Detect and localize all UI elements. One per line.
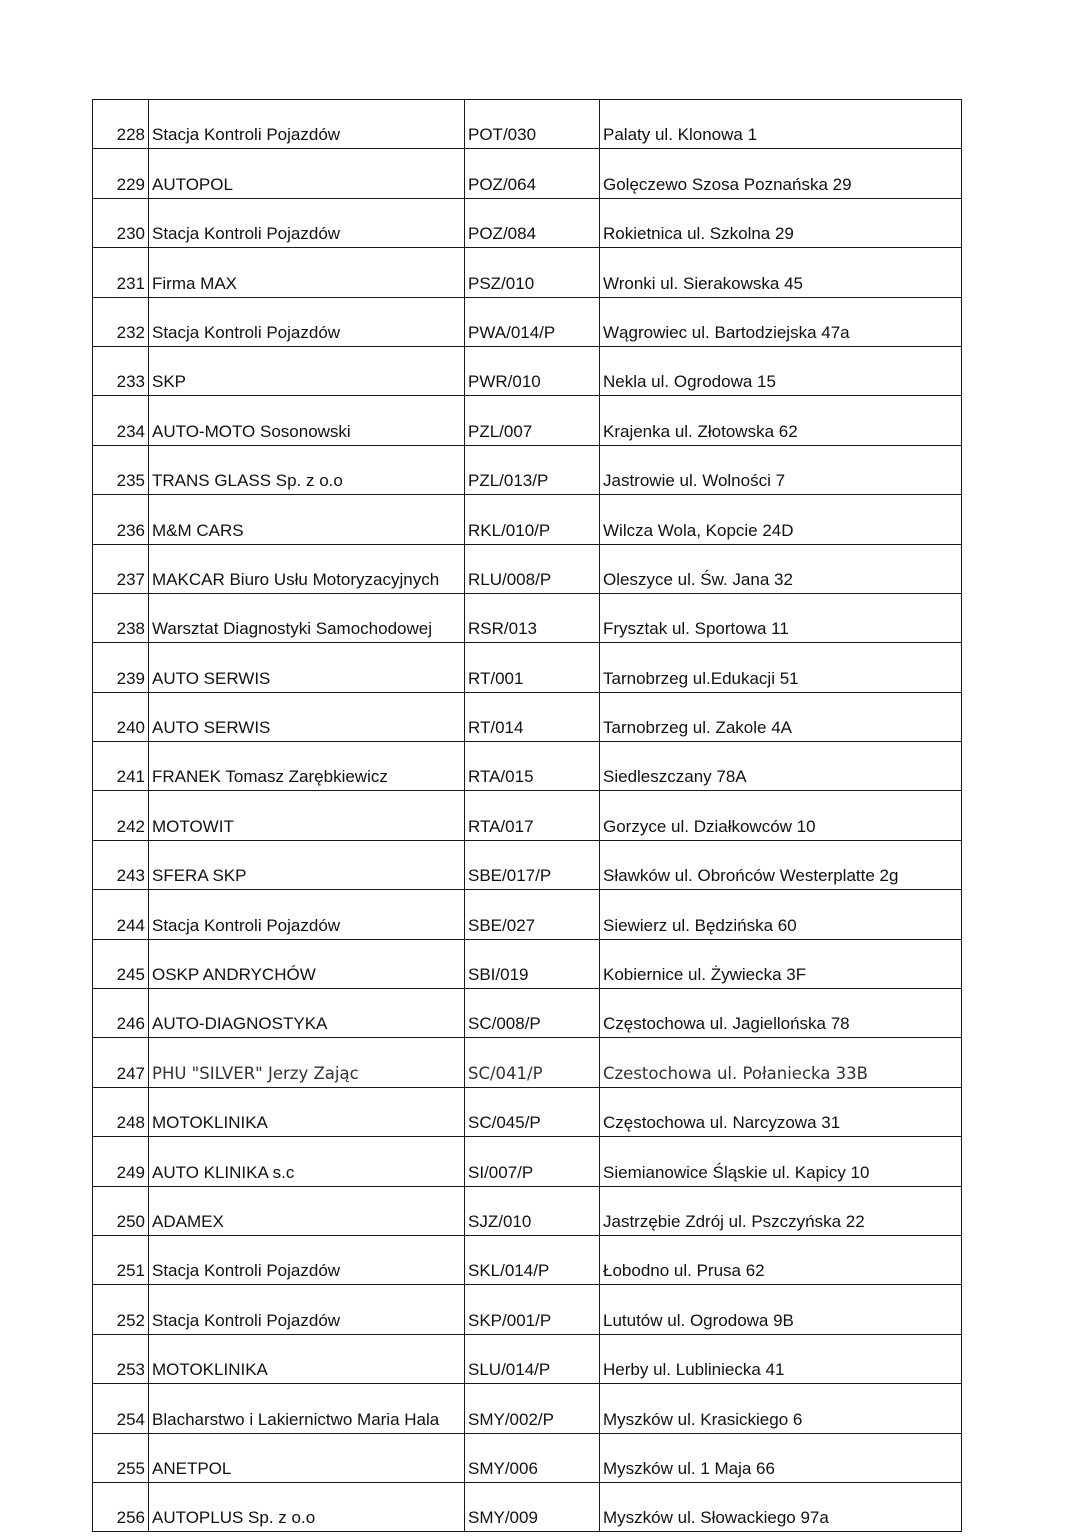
table-row (93, 396, 962, 445)
table-row (93, 1235, 962, 1284)
station-code-cell: SC/008/P (465, 989, 600, 1038)
station-name-cell: Stacja Kontroli Pojazdów (149, 100, 465, 149)
station-address-cell: Myszków ul. Słowackiego 97a (600, 1482, 962, 1531)
station-name-cell: MOTOKLINIKA (149, 1334, 465, 1383)
table-row (93, 1384, 962, 1433)
station-name-cell: ADAMEX (149, 1186, 465, 1235)
station-name-cell: Warsztat Diagnostyki Samochodowej (149, 593, 465, 642)
station-address-cell: Herby ul. Lubliniecka 41 (600, 1334, 962, 1383)
station-code-cell: RKL/010/P (465, 495, 600, 544)
station-address-cell: Tarnobrzeg ul. Zakole 4A (600, 692, 962, 741)
station-code-cell: PWR/010 (465, 346, 600, 395)
row-number-cell: 233 (93, 346, 149, 395)
station-code-cell: SC/045/P (465, 1087, 600, 1136)
table-row (93, 100, 962, 149)
station-name-cell: Stacja Kontroli Pojazdów (149, 890, 465, 939)
row-number-cell: 229 (93, 149, 149, 198)
table-row (93, 1038, 962, 1087)
station-code-cell: PWA/014/P (465, 297, 600, 346)
row-number-cell: 231 (93, 248, 149, 297)
table-row (93, 939, 962, 988)
table-row (93, 149, 962, 198)
row-number-cell: 249 (93, 1137, 149, 1186)
station-name-cell: FRANEK Tomasz Zarębkiewicz (149, 742, 465, 791)
station-code-cell: RSR/013 (465, 593, 600, 642)
station-name-cell: AUTOPLUS Sp. z o.o (149, 1482, 465, 1531)
station-code-cell: POZ/064 (465, 149, 600, 198)
station-name-cell: Stacja Kontroli Pojazdów (149, 198, 465, 247)
station-name-cell: AUTO-MOTO Sosonowski (149, 396, 465, 445)
table-row (93, 346, 962, 395)
row-number-cell: 247 (93, 1038, 149, 1087)
table-row (93, 248, 962, 297)
station-address-cell: Kobiernice ul. Żywiecka 3F (600, 939, 962, 988)
station-name-cell: Firma MAX (149, 248, 465, 297)
row-number-cell: 230 (93, 198, 149, 247)
station-name-cell: MOTOKLINIKA (149, 1087, 465, 1136)
station-code-cell: PZL/013/P (465, 445, 600, 494)
station-address-cell: Siedleszczany 78A (600, 742, 962, 791)
table-row (93, 989, 962, 1038)
table-row (93, 1334, 962, 1383)
station-address-cell: Nekla ul. Ogrodowa 15 (600, 346, 962, 395)
station-address-cell: Jastrowie ul. Wolności 7 (600, 445, 962, 494)
row-number-cell: 241 (93, 742, 149, 791)
station-address-cell: Krajenka ul. Złotowska 62 (600, 396, 962, 445)
station-name-cell: AUTO SERWIS (149, 692, 465, 741)
table-row (93, 1186, 962, 1235)
table-row (93, 1433, 962, 1482)
station-code-cell: RTA/017 (465, 791, 600, 840)
table-row (93, 593, 962, 642)
table-row (93, 1285, 962, 1334)
station-name-cell: AUTO KLINIKA s.c (149, 1137, 465, 1186)
station-address-cell: Wronki ul. Sierakowska 45 (600, 248, 962, 297)
station-code-cell: SBE/027 (465, 890, 600, 939)
station-code-cell: PZL/007 (465, 396, 600, 445)
station-code-cell: RT/014 (465, 692, 600, 741)
station-address-cell: Lututów ul. Ogrodowa 9B (600, 1285, 962, 1334)
station-code-cell: SLU/014/P (465, 1334, 600, 1383)
inspection-stations-table (92, 99, 962, 1532)
station-code-cell: RTA/015 (465, 742, 600, 791)
station-address-cell: Frysztak ul. Sportowa 11 (600, 593, 962, 642)
station-address-cell: Rokietnica ul. Szkolna 29 (600, 198, 962, 247)
station-address-cell: Siewierz ul. Będzińska 60 (600, 890, 962, 939)
table-row (93, 544, 962, 593)
table-row (93, 742, 962, 791)
station-address-cell: Sławków ul. Obrońców Westerplatte 2g (600, 840, 962, 889)
station-code-cell: SKL/014/P (465, 1235, 600, 1284)
station-code-cell: SMY/002/P (465, 1384, 600, 1433)
station-name-cell: AUTO SERWIS (149, 643, 465, 692)
station-name-cell: TRANS GLASS Sp. z o.o (149, 445, 465, 494)
station-code-cell: SBE/017/P (465, 840, 600, 889)
table-row (93, 791, 962, 840)
station-code-cell: SMY/009 (465, 1482, 600, 1531)
row-number-cell: 253 (93, 1334, 149, 1383)
station-name-cell: Stacja Kontroli Pojazdów (149, 1235, 465, 1284)
station-address-cell: Częstochowa ul. Narcyzowa 31 (600, 1087, 962, 1136)
table-row (93, 495, 962, 544)
station-code-cell: PSZ/010 (465, 248, 600, 297)
row-number-cell: 236 (93, 495, 149, 544)
row-number-cell: 228 (93, 100, 149, 149)
station-name-cell: M&M CARS (149, 495, 465, 544)
station-code-cell: SMY/006 (465, 1433, 600, 1482)
row-number-cell: 256 (93, 1482, 149, 1531)
table-row (93, 1137, 962, 1186)
station-name-cell: MOTOWIT (149, 791, 465, 840)
station-code-cell: RLU/008/P (465, 544, 600, 593)
row-number-cell: 251 (93, 1235, 149, 1284)
station-name-cell: PHU "SILVER" Jerzy Zając (149, 1038, 465, 1087)
station-code-cell: SC/041/P (465, 1038, 600, 1087)
table-row (93, 445, 962, 494)
station-name-cell: Blacharstwo i Lakiernictwo Maria Hala (149, 1384, 465, 1433)
row-number-cell: 250 (93, 1186, 149, 1235)
station-name-cell: AUTOPOL (149, 149, 465, 198)
station-code-cell: SKP/001/P (465, 1285, 600, 1334)
station-name-cell: OSKP ANDRYCHÓW (149, 939, 465, 988)
row-number-cell: 248 (93, 1087, 149, 1136)
station-address-cell: Siemianowice Śląskie ul. Kapicy 10 (600, 1137, 962, 1186)
row-number-cell: 234 (93, 396, 149, 445)
row-number-cell: 242 (93, 791, 149, 840)
table-row (93, 692, 962, 741)
station-address-cell: Częstochowa ul. Jagiellońska 78 (600, 989, 962, 1038)
table-row (93, 890, 962, 939)
table-row (93, 1087, 962, 1136)
row-number-cell: 254 (93, 1384, 149, 1433)
table-row (93, 198, 962, 247)
row-number-cell: 239 (93, 643, 149, 692)
station-address-cell: Czestochowa ul. Połaniecka 33B (600, 1038, 962, 1087)
station-name-cell: Stacja Kontroli Pojazdów (149, 297, 465, 346)
station-address-cell: Tarnobrzeg ul.Edukacji 51 (600, 643, 962, 692)
station-code-cell: SBI/019 (465, 939, 600, 988)
row-number-cell: 232 (93, 297, 149, 346)
station-address-cell: Myszków ul. Krasickiego 6 (600, 1384, 962, 1433)
row-number-cell: 240 (93, 692, 149, 741)
station-code-cell: RT/001 (465, 643, 600, 692)
station-code-cell: POZ/084 (465, 198, 600, 247)
station-name-cell: MAKCAR Biuro Usłu Motoryzacyjnych (149, 544, 465, 593)
row-number-cell: 244 (93, 890, 149, 939)
station-name-cell: AUTO-DIAGNOSTYKA (149, 989, 465, 1038)
row-number-cell: 243 (93, 840, 149, 889)
station-name-cell: SKP (149, 346, 465, 395)
row-number-cell: 255 (93, 1433, 149, 1482)
station-address-cell: Łobodno ul. Prusa 62 (600, 1235, 962, 1284)
station-name-cell: ANETPOL (149, 1433, 465, 1482)
station-address-cell: Myszków ul. 1 Maja 66 (600, 1433, 962, 1482)
table-row (93, 1482, 962, 1531)
table-row (93, 840, 962, 889)
station-code-cell: SJZ/010 (465, 1186, 600, 1235)
row-number-cell: 246 (93, 989, 149, 1038)
station-code-cell: SI/007/P (465, 1137, 600, 1186)
station-address-cell: Golęczewo Szosa Poznańska 29 (600, 149, 962, 198)
station-name-cell: Stacja Kontroli Pojazdów (149, 1285, 465, 1334)
station-name-cell: SFERA SKP (149, 840, 465, 889)
table-row (93, 297, 962, 346)
row-number-cell: 245 (93, 939, 149, 988)
row-number-cell: 237 (93, 544, 149, 593)
station-address-cell: Palaty ul. Klonowa 1 (600, 100, 962, 149)
station-code-cell: POT/030 (465, 100, 600, 149)
table-body (93, 100, 962, 1532)
row-number-cell: 238 (93, 593, 149, 642)
row-number-cell: 252 (93, 1285, 149, 1334)
row-number-cell: 235 (93, 445, 149, 494)
table-row (93, 643, 962, 692)
station-address-cell: Wągrowiec ul. Bartodziejska 47a (600, 297, 962, 346)
station-address-cell: Gorzyce ul. Działkowców 10 (600, 791, 962, 840)
station-address-cell: Wilcza Wola, Kopcie 24D (600, 495, 962, 544)
station-address-cell: Jastrzębie Zdrój ul. Pszczyńska 22 (600, 1186, 962, 1235)
station-address-cell: Oleszyce ul. Św. Jana 32 (600, 544, 962, 593)
